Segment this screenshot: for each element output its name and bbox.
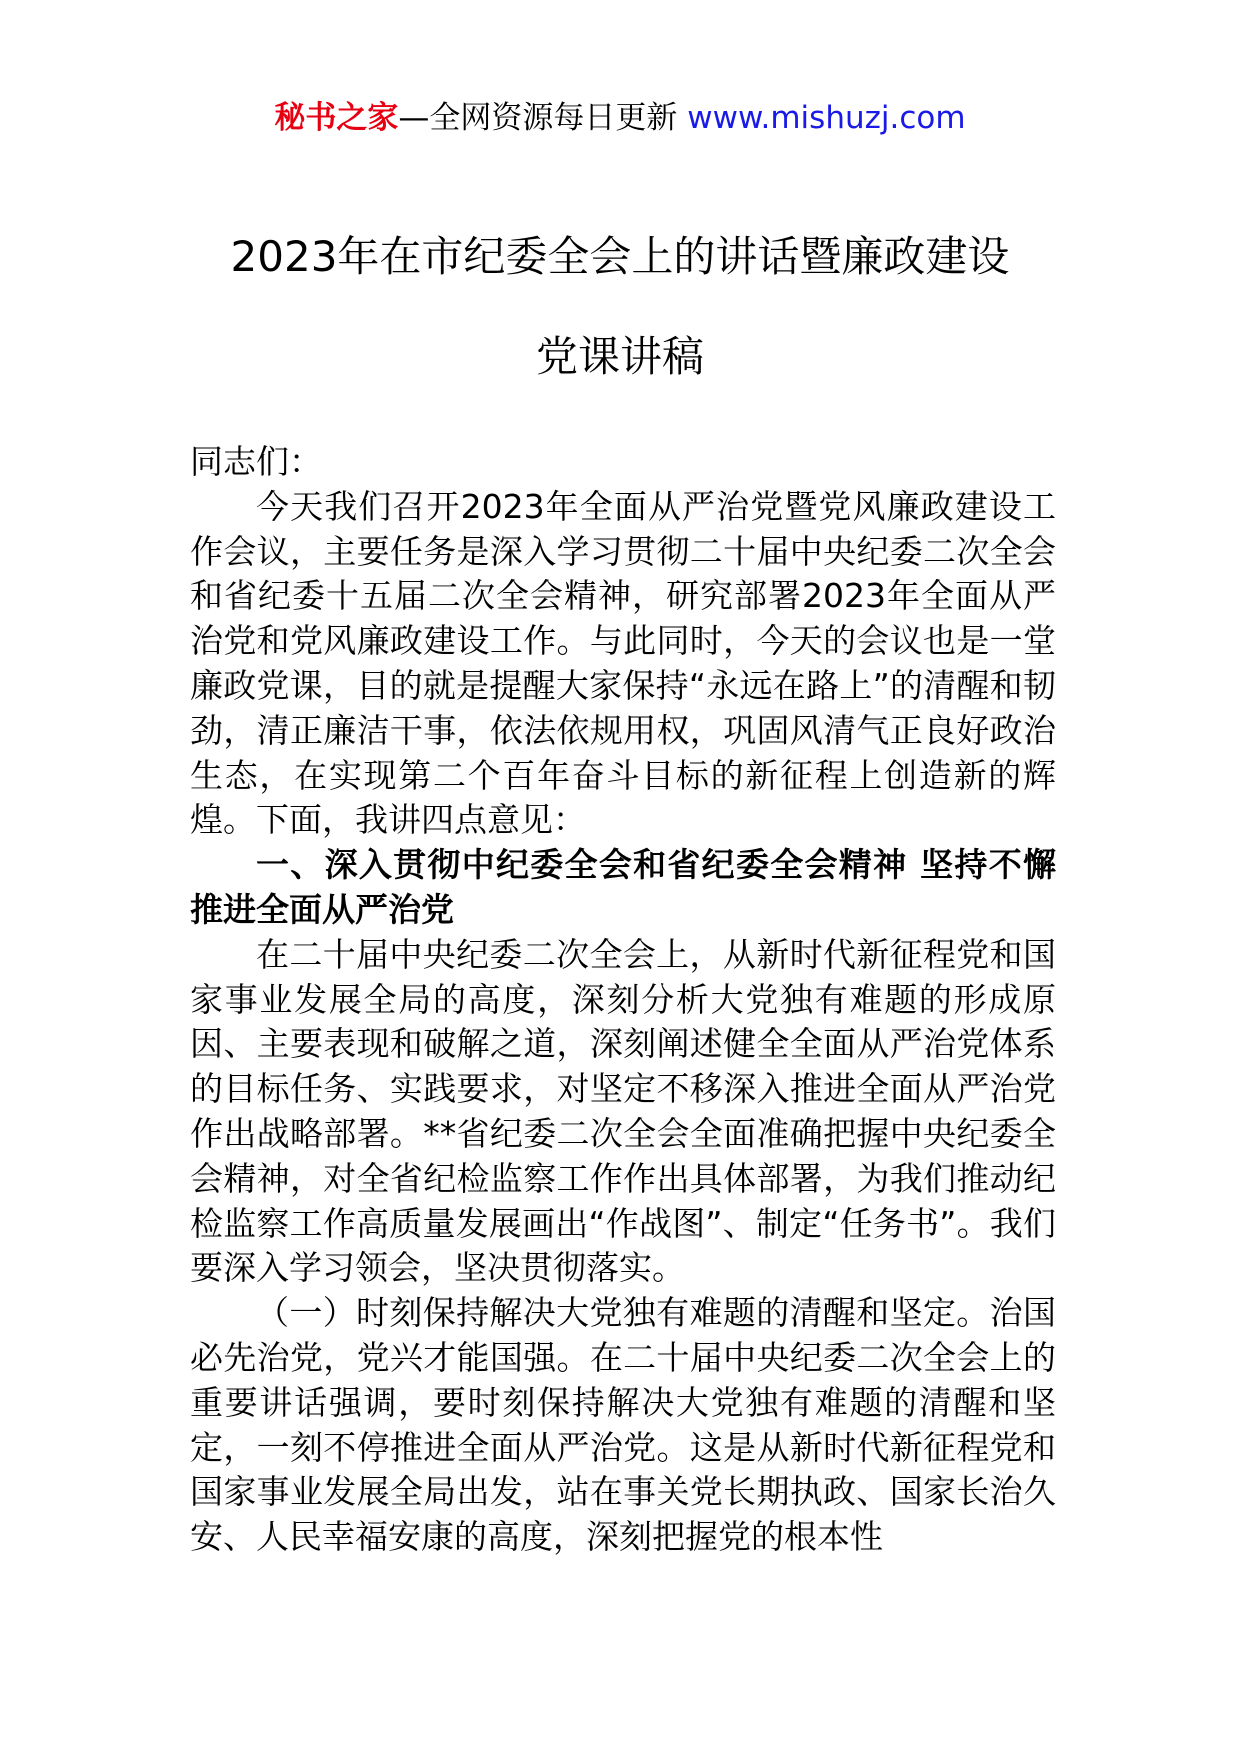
title-line-1: 2023年在市纪委全会上的讲话暨廉政建设 <box>230 232 1010 281</box>
section-heading-1: 一、深入贯彻中纪委全会和省纪委全会精神 坚持不懈推进全面从严治党 <box>190 845 1056 929</box>
body-paragraph: 在二十届中央纪委二次全会上，从新时代新征程党和国家事业发展全局的高度，深刻分析大党独有难题的形成原因、主要表现和破解之道，深刻阐述健全全面从严治党体系的目标任务、实践要求，对坚定不移深入推进全面从严治党作出战略部署。**省纪委二次全会全面准确把握中央纪委全会精神，对全省纪检监察工作作出具体部署，为我们推动纪检监察工作高质量发展画出“作战图”、制定“任务书”。我们要深入学习领会，坚决贯彻落实。 <box>190 934 1056 1288</box>
body-paragraph-intro: 今天我们召开2023年全面从严治党暨党风廉政建设工作会议，主要任务是深入学习贯彻二十届中央纪委二次全会和省纪委十五届二次全会精神，研究部署2023年全面从严治党和党风廉政建设工作。与此同时，今天的会议也是一堂廉政党课，目的就是提醒大家保持“永远在路上”的清醒和韧劲，清正廉洁干事，依法依规用权，巩固风清气正良好政治生态，在实现第二个百年奋斗目标的新征程上创造新的辉煌。下面，我讲四点意见： <box>190 486 1056 840</box>
document-body <box>190 440 1056 1560</box>
site-brand: 秘书之家 <box>274 100 399 136</box>
salutation: 同志们： <box>190 442 322 481</box>
document-title <box>0 228 1240 386</box>
title-line-2: 党课讲稿 <box>535 332 704 381</box>
site-header <box>0 98 1240 138</box>
body-paragraph: （一）时刻保持解决大党独有难题的清醒和坚定。治国必先治党，党兴才能国强。在二十届中央纪委二次全会上的重要讲话强调，要时刻保持解决大党独有难题的清醒和坚定，一刻不停推进全面从严治党。这是从新时代新征程党和国家事业发展全局出发，站在事关党长期执政、国家长治久安、人民幸福安康的高度，深刻把握党的根本性 <box>190 1293 1056 1557</box>
site-url-link[interactable]: www.mishuzj.com <box>687 100 966 136</box>
site-tagline: —全网资源每日更新 <box>398 100 688 136</box>
